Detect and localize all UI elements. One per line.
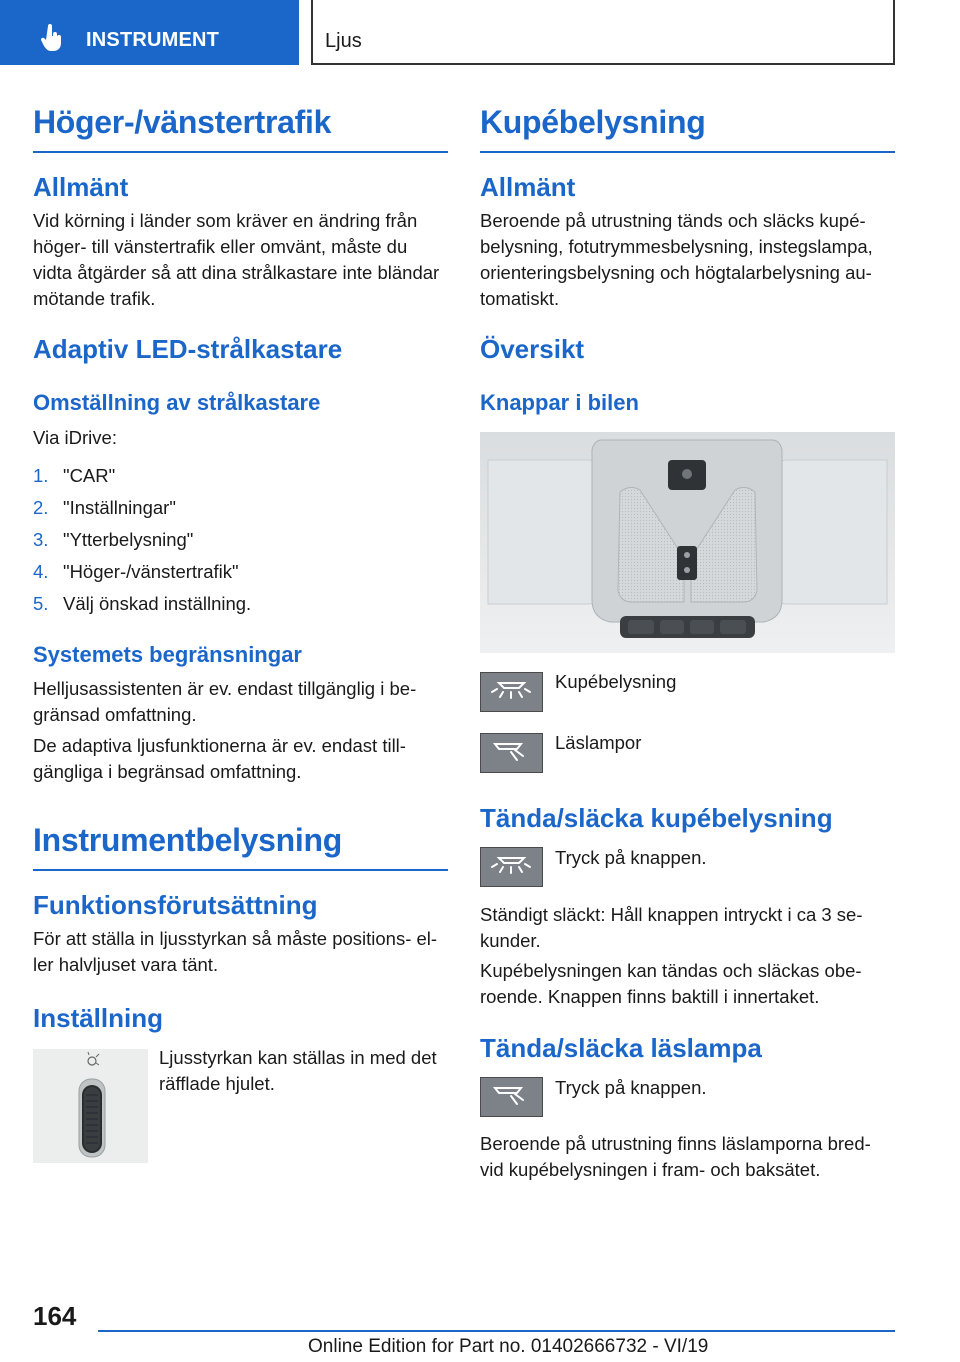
footer-divider	[98, 1330, 895, 1332]
section-tab[interactable]	[0, 0, 299, 65]
reading-light-icon	[480, 733, 543, 773]
heading-traffic-side: Höger-/vänstertrafik	[33, 104, 448, 153]
subheading-headlight-switch: Omställning av strålkastare	[33, 390, 321, 415]
heading-toggle-reading-light: Tända/släcka läslampa	[480, 1033, 762, 1063]
subheading-general-left: Allmänt	[33, 172, 129, 202]
interior-light-icon	[480, 672, 543, 712]
paragraph-traffic-side: Vid körning i länder som kräver en ändring från höger- till vänstertrafik eller omvänt, måste du vidta åtgärder så att dina strålkastare inte bländar mötande trafik.	[33, 210, 440, 309]
reading-light-icon	[480, 1077, 543, 1117]
legend-label-reading-light: Läslampor	[555, 732, 642, 753]
subheading-buttons-in-car: Knappar i bilen	[480, 390, 639, 415]
paragraph-system-limits-2: De adaptiva ljusfunktionerna är ev. endast till- gängliga i begränsad omfattning.	[33, 735, 406, 782]
heading-interior-lighting: Kupébelysning	[480, 104, 895, 153]
paragraph-setting: Ljusstyrkan kan ställas in med det räfflade hjulet.	[159, 1047, 437, 1094]
paragraph-toggle-interior-2: Kupébelysningen kan tändas och släckas obe- roende. Knappen finns baktill i innertaket.	[480, 960, 862, 1007]
section-label: INSTRUMENT	[86, 29, 220, 51]
list-item: 1. "CAR"	[33, 465, 116, 486]
paragraph-toggle-reading: Beroende på utrustning finns läslamporna bred- vid kupébelysningen i fram- och baksätet.	[480, 1133, 871, 1180]
heading-instrument-lighting: Instrumentbelysning	[33, 822, 448, 871]
list-item: 5. Välj önskad inställning.	[33, 593, 252, 614]
paragraph-toggle-interior-1: Ständigt släckt: Håll knappen intryckt i ca 3 se- kunder.	[480, 904, 863, 951]
paragraph-interior-general: Beroende på utrustning tänds och släcks kupé- belysning, fotutrymmesbelysning, instegslampa, orienteringsbelysning och högtalarbelysning au- tomatiskt.	[480, 210, 873, 309]
press-button-text-1: Tryck på knappen.	[555, 847, 707, 868]
legend-label-interior-light: Kupébelysning	[555, 671, 677, 692]
chapter-header-box	[311, 0, 895, 65]
subheading-system-limits: Systemets begränsningar	[33, 642, 302, 667]
left-column	[33, 104, 448, 153]
page-number: 164	[33, 1301, 77, 1331]
subheading-prerequisite: Funktionsförutsättning	[33, 890, 318, 920]
roof-console-photo	[480, 432, 895, 653]
list-item: 2. "Inställningar"	[33, 497, 176, 518]
list-item: 4. "Höger-/vänstertrafik"	[33, 561, 239, 582]
idrive-intro: Via iDrive:	[33, 427, 117, 448]
edition-note: Online Edition for Part no. 01402666732 - VI/19	[308, 1336, 709, 1357]
brightness-wheel-photo	[33, 1049, 148, 1163]
list-item: 3. "Ytterbelysning"	[33, 529, 194, 550]
heading-toggle-interior-light: Tända/släcka kupébelysning	[480, 803, 833, 833]
instrument-lighting-section	[33, 822, 448, 871]
subheading-setting: Inställning	[33, 1003, 163, 1033]
paragraph-prerequisite: För att ställa in ljusstyrkan så måste positions- el- ler halvljuset vara tänt.	[33, 928, 438, 975]
press-button-text-2: Tryck på knappen.	[555, 1077, 707, 1098]
right-column	[480, 104, 895, 153]
interior-light-icon	[480, 847, 543, 887]
pointing-hand-icon	[40, 24, 64, 52]
idrive-steps-list	[33, 463, 448, 623]
heading-overview: Översikt	[480, 334, 585, 364]
chapter-title: Ljus	[325, 30, 362, 52]
paragraph-system-limits-1: Helljusassistenten är ev. endast tillgänglig i be- gränsad omfattning.	[33, 678, 417, 725]
heading-adaptive-led: Adaptiv LED-strålkastare	[33, 334, 343, 364]
subheading-general-right: Allmänt	[480, 172, 576, 202]
